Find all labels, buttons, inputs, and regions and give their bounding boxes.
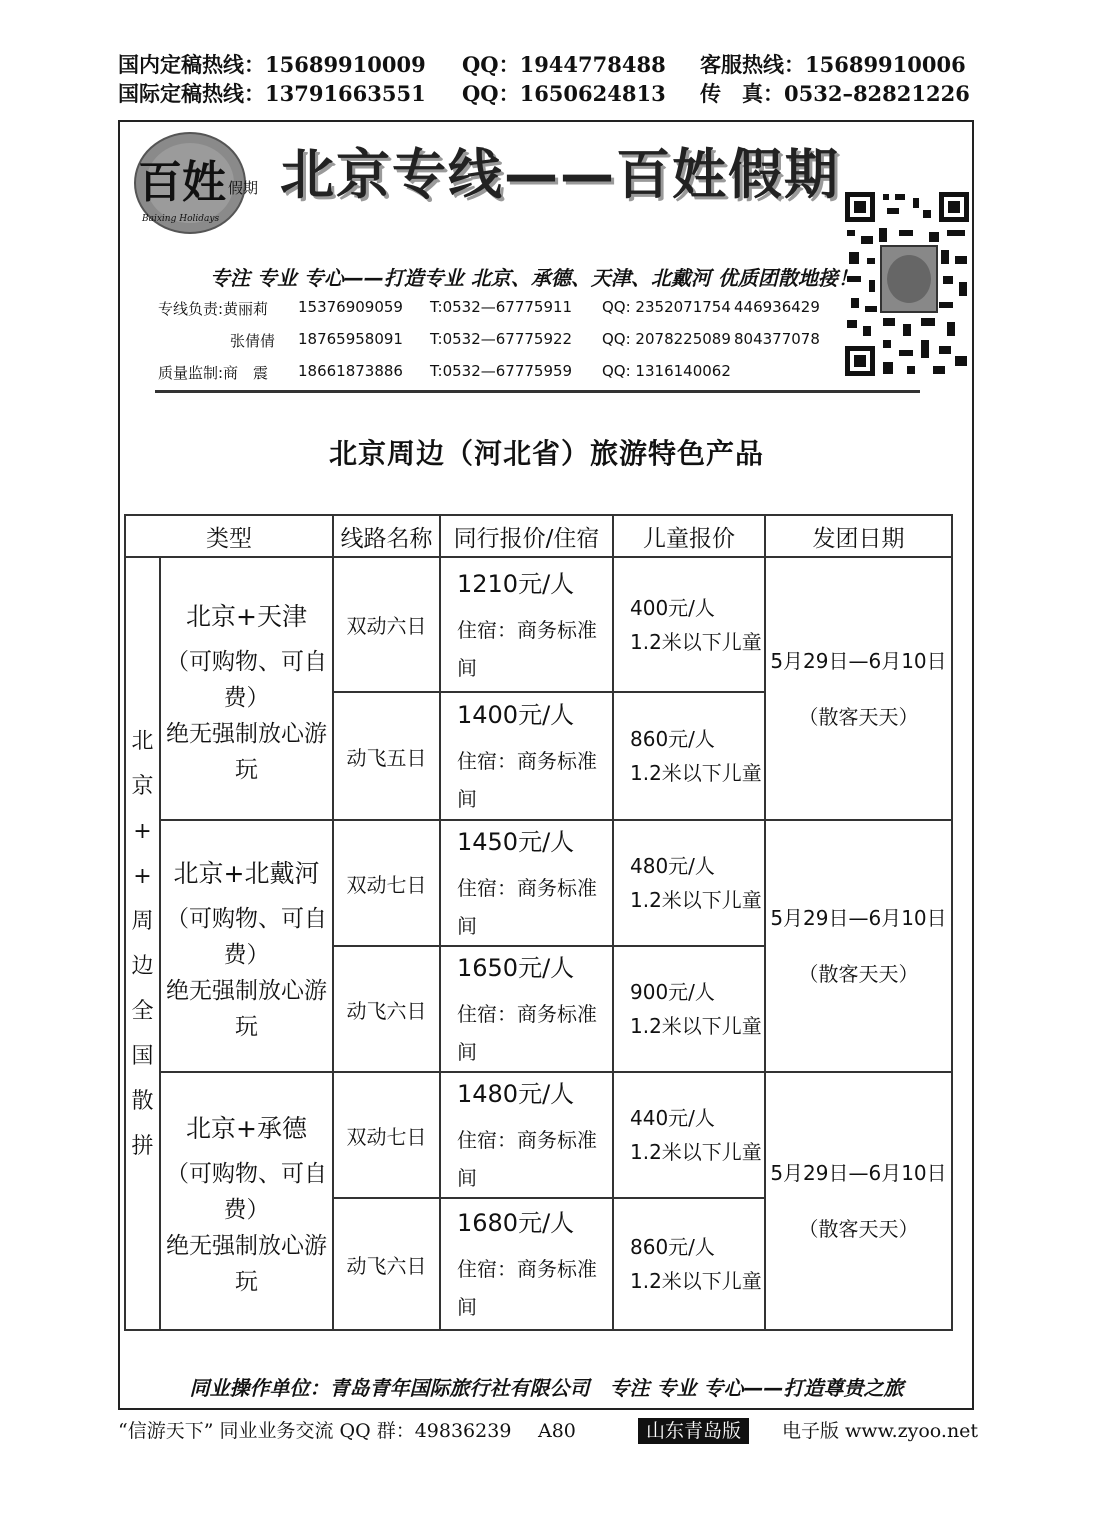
logo-text: 百姓 — [138, 157, 226, 208]
table-row — [125, 1072, 952, 1198]
logo-en: Baixing Holidays — [142, 214, 220, 224]
banner-title: 北京专线——百姓假期 — [280, 143, 840, 206]
site-link[interactable]: 电子版 www.zyoo.net — [782, 1420, 979, 1442]
category-cell: 北 京 + + 周 边 全 国 散 拼 — [125, 557, 160, 1330]
price-cell — [440, 820, 613, 946]
logo-sub: 假期 — [228, 179, 259, 197]
adult-price: 1400元/人 — [457, 701, 575, 729]
header-route-name: 线路名称 — [333, 515, 440, 557]
intl-hotline: 国际定稿热线：13791663551 — [118, 81, 426, 106]
route-title: 北京+承德 — [186, 1114, 307, 1143]
contact-qq2: 446936429 — [734, 298, 820, 316]
departure-cell — [765, 820, 952, 1072]
contact-qq: QQ: 2078225089 — [602, 330, 731, 348]
child-price-cell — [613, 1198, 765, 1330]
price-cell — [440, 1072, 613, 1198]
route-note: 绝无强制放心游玩 — [166, 720, 327, 783]
route-cell — [160, 820, 333, 1072]
route-name: 双动七日 — [333, 820, 440, 946]
child-price: 400元/人 — [630, 595, 715, 620]
header-child-price: 儿童报价 — [613, 515, 765, 557]
adult-price: 1680元/人 — [457, 1209, 575, 1237]
route-note: （可购物、可自费） — [166, 648, 327, 711]
departure-cell — [765, 557, 952, 820]
contact-tel: T:0532—67775922 — [430, 330, 573, 348]
child-note: 1.2米以下儿童 — [630, 1269, 762, 1293]
contact-mobile: 15376909059 — [298, 298, 403, 316]
hotline-block — [118, 50, 978, 108]
price-cell — [440, 692, 613, 820]
price-cell — [440, 557, 613, 692]
header-type: 类型 — [125, 515, 333, 557]
bottom-bar — [118, 1418, 980, 1446]
child-price: 860元/人 — [630, 727, 715, 751]
price-table — [124, 514, 953, 1331]
contact-tel: T:0532—67775911 — [430, 298, 573, 316]
fax-number: 传 真：0532–82821226 — [700, 81, 970, 106]
departure-date: 5月29日—6月10日 — [770, 906, 947, 930]
contact-qq: QQ: 1316140062 — [602, 362, 731, 380]
baixing-logo — [128, 125, 268, 235]
header-departure: 发团日期 — [765, 515, 952, 557]
adult-price: 1210元/人 — [457, 569, 575, 598]
contact-mobile: 18765958091 — [298, 330, 403, 348]
departure-date: 5月29日—6月10日 — [770, 1161, 947, 1185]
price-cell — [440, 946, 613, 1072]
domestic-hotline: 国内定稿热线：15689910009 — [118, 52, 426, 77]
divider — [155, 390, 920, 393]
departure-note: （散客天天） — [798, 704, 919, 729]
child-price-cell — [613, 820, 765, 946]
child-price: 480元/人 — [630, 854, 715, 878]
child-price-cell — [613, 692, 765, 820]
accommodation: 住宿：商务标准间 — [457, 876, 597, 938]
intl-qq: QQ：1650624813 — [462, 81, 666, 106]
price-cell — [440, 1198, 613, 1330]
child-price-cell — [613, 1072, 765, 1198]
route-note: （可购物、可自费） — [166, 906, 327, 968]
route-name: 动飞六日 — [333, 946, 440, 1072]
route-cell — [160, 1072, 333, 1330]
contact-tel: T:0532—67775959 — [430, 362, 573, 380]
accommodation: 住宿：商务标准间 — [457, 1002, 597, 1064]
operator-footer: 同业操作单位：青岛青年国际旅行社有限公司 专注 专业 专心——打造尊贵之旅 — [189, 1376, 904, 1400]
table-row — [125, 820, 952, 946]
child-note: 1.2米以下儿童 — [630, 1140, 762, 1164]
header-price: 同行报价/住宿 — [440, 515, 613, 557]
table-header-row — [125, 515, 952, 557]
child-price-cell — [613, 946, 765, 1072]
route-note: 绝无强制放心游玩 — [166, 978, 327, 1040]
route-name: 动飞五日 — [333, 692, 440, 820]
adult-price: 1480元/人 — [457, 1080, 575, 1108]
child-note: 1.2米以下儿童 — [630, 888, 762, 912]
route-title: 北京+天津 — [186, 601, 307, 631]
route-cell — [160, 557, 333, 820]
adult-price: 1450元/人 — [457, 828, 575, 856]
child-price-cell — [613, 557, 765, 692]
section-title: 北京周边（河北省）旅游特色产品 — [328, 437, 764, 470]
accommodation: 住宿：商务标准间 — [457, 617, 597, 680]
slogan: 专注 专业 专心——打造专业 北京、承德、天津、北戴河 优质团散地接！ — [210, 266, 858, 290]
route-name: 动飞六日 — [333, 1198, 440, 1330]
contact-label: 专线负责:黄丽莉 — [158, 300, 269, 318]
child-price: 440元/人 — [630, 1106, 715, 1130]
departure-date: 5月29日—6月10日 — [770, 648, 947, 673]
contact-qq: QQ: 2352071754 — [602, 298, 731, 316]
qr-code — [843, 190, 971, 380]
accommodation: 住宿：商务标准间 — [457, 1257, 597, 1319]
contact-qq2: 804377078 — [734, 330, 820, 348]
route-note: （可购物、可自费） — [166, 1161, 327, 1223]
child-note: 1.2米以下儿童 — [630, 761, 762, 785]
service-hotline: 客服热线：15689910006 — [700, 52, 966, 77]
departure-cell — [765, 1072, 952, 1330]
contact-label: 质量监制:商 震 — [158, 364, 269, 382]
contact-mobile: 18661873886 — [298, 362, 403, 380]
child-price: 900元/人 — [630, 980, 715, 1004]
adult-price: 1650元/人 — [457, 954, 575, 982]
route-title: 北京+北戴河 — [173, 859, 320, 888]
route-name: 双动七日 — [333, 1072, 440, 1198]
route-name: 双动六日 — [333, 557, 440, 692]
contact-label: 张倩倩 — [230, 332, 276, 350]
accommodation: 住宿：商务标准间 — [457, 1128, 597, 1190]
domestic-qq: QQ：1944778488 — [462, 52, 666, 77]
route-note: 绝无强制放心游玩 — [166, 1233, 327, 1295]
child-price: 860元/人 — [630, 1235, 715, 1259]
departure-note: （散客天天） — [798, 962, 919, 986]
child-note: 1.2米以下儿童 — [630, 629, 762, 654]
accommodation: 住宿：商务标准间 — [457, 749, 597, 811]
qq-group: “信游天下” 同业业务交流 QQ 群：49836239 — [118, 1420, 512, 1442]
table-row — [125, 557, 952, 692]
child-note: 1.2米以下儿童 — [630, 1014, 762, 1038]
departure-note: （散客天天） — [798, 1217, 919, 1241]
edition-badge: 山东青岛版 — [638, 1418, 749, 1444]
page-number: A80 — [538, 1420, 576, 1442]
